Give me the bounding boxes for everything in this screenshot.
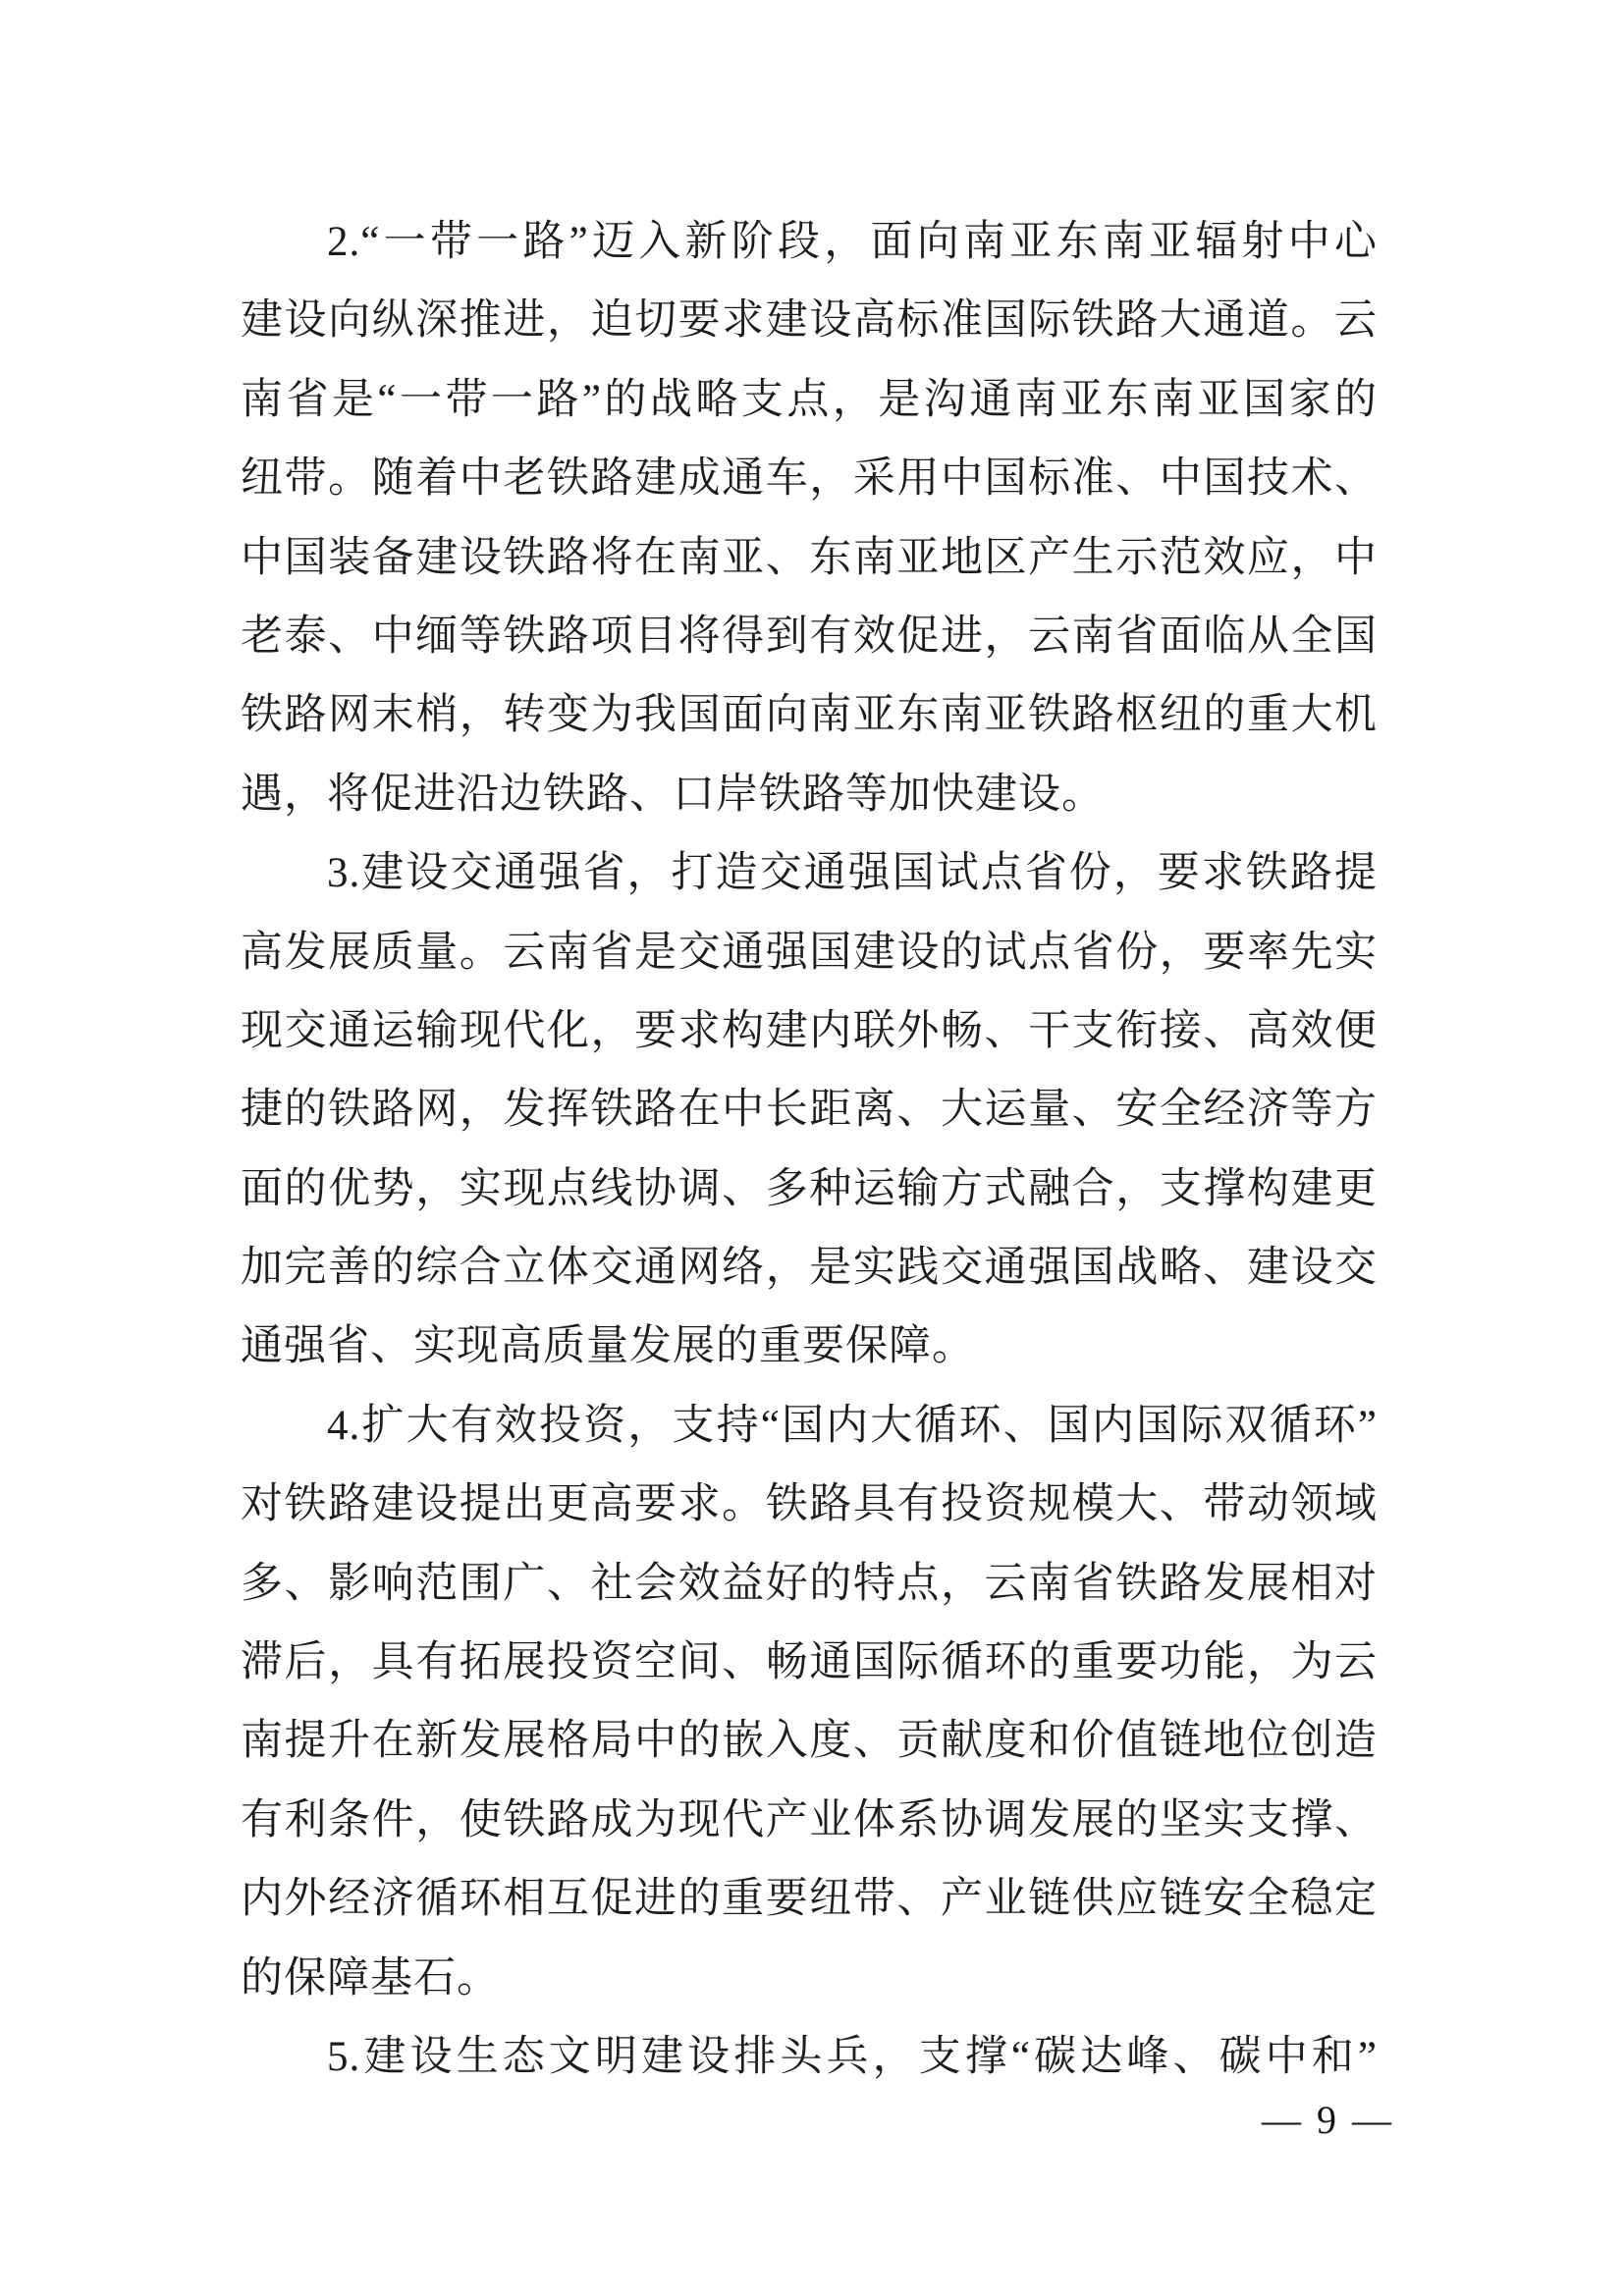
text-line: 南省是“一带一路”的战略支点，是沟通南亚东南亚国家的	[241, 376, 1378, 423]
text-line: 加完善的综合立体交通网络，是实践交通强国战略、建设交	[241, 1245, 1378, 1292]
text-line: 5.建设生态文明建设排头兵，支撑“碳达峰、碳中和”	[327, 2033, 1378, 2080]
text-line: 多、影响范围广、社会效益好的特点，云南省铁路发展相对	[241, 1560, 1378, 1607]
text-line: 通强省、实现高质量发展的重要保障。	[241, 1323, 975, 1370]
text-line: 建设向纵深推进，迫切要求建设高标准国际铁路大通道。云	[241, 297, 1378, 345]
text-line: 中国装备建设铁路将在南亚、东南亚地区产生示范效应，中	[241, 534, 1378, 581]
text-line: 面的优势，实现点线协调、多种运输方式融合，支撑构建更	[241, 1165, 1378, 1212]
text-line: 老泰、中缅等铁路项目将得到有效促进，云南省面临从全国	[241, 613, 1378, 660]
text-line: 滞后，具有拓展投资空间、畅通国际循环的重要功能，为云	[241, 1639, 1378, 1686]
text-line: 4.扩大有效投资，支持“国内大循环、国内国际双循环”	[327, 1402, 1378, 1449]
text-line: 有利条件，使铁路成为现代产业体系协调发展的坚实支撑、	[241, 1796, 1378, 1843]
text-line: 铁路网末梢，转变为我国面向南亚东南亚铁路枢纽的重大机	[241, 692, 1378, 739]
text-line: 南提升在新发展格局中的嵌入度、贡献度和价值链地位创造	[241, 1718, 1378, 1765]
page-number: — 9 —	[1262, 2098, 1394, 2142]
text-line: 纽带。随着中老铁路建成通车，采用中国标准、中国技术、	[241, 455, 1378, 503]
text-line: 的保障基石。	[241, 1954, 500, 2002]
text-line: 2.“一带一路”迈入新阶段，面向南亚东南亚辐射中心	[327, 219, 1378, 265]
text-line: 捷的铁路网，发挥铁路在中长距离、大运量、安全经济等方	[241, 1087, 1378, 1134]
text-line: 高发展质量。云南省是交通强国建设的试点省份，要率先实	[241, 929, 1378, 976]
text-line: 对铁路建设提出更高要求。铁路具有投资规模大、带动领域	[241, 1481, 1378, 1528]
document-body	[241, 203, 1378, 2097]
text-line: 内外经济循环相互促进的重要纽带、产业链供应链安全稳定	[241, 1876, 1378, 1923]
text-line: 遇，将促进沿边铁路、口岸铁路等加快建设。	[241, 771, 1105, 818]
text-line: 现交通运输现代化，要求构建内联外畅、干支衔接、高效便	[241, 1007, 1378, 1054]
text-line: 3.建设交通强省，打造交通强国试点省份，要求铁路提	[327, 850, 1378, 897]
